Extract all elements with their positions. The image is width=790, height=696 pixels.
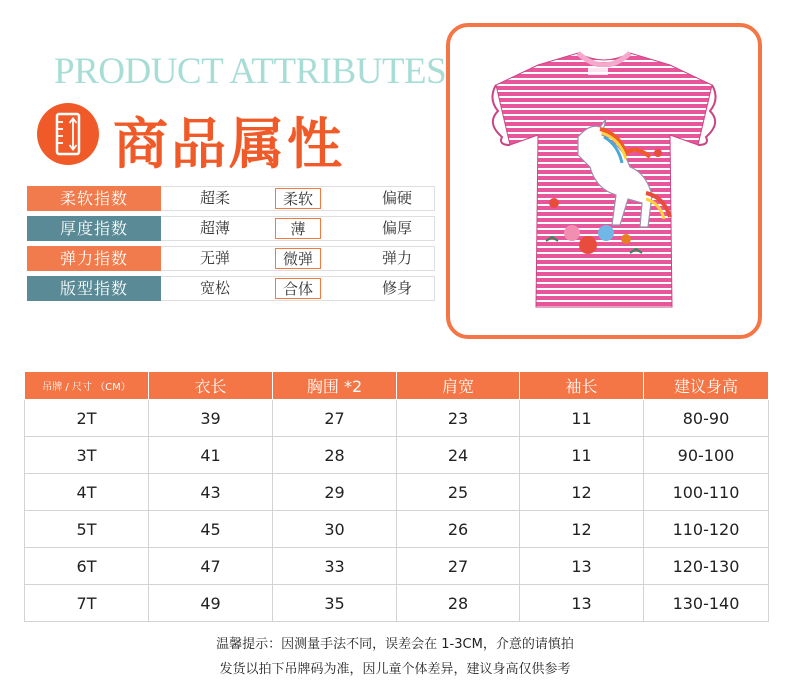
table-row — [25, 474, 769, 511]
table-cell: 41 — [149, 437, 273, 474]
shipping-note: 发货以拍下吊牌码为准，因儿童个体差异，建议身高仅供参考 — [219, 662, 571, 677]
attribute-option: 超薄 — [199, 219, 230, 237]
column-header: 衣长 — [149, 372, 273, 400]
table-cell: 3T — [25, 437, 149, 474]
attribute-option: 无弹 — [199, 249, 230, 267]
table-cell: 28 — [273, 437, 397, 474]
attribute-option: 修身 — [381, 279, 412, 297]
table-cell: 30 — [273, 511, 397, 548]
product-photo — [446, 23, 762, 339]
table-cell: 120-130 — [644, 548, 769, 585]
table-cell: 11 — [520, 437, 644, 474]
table-cell: 13 — [520, 585, 644, 622]
table-cell: 130-140 — [644, 585, 769, 622]
attribute-option: 弹力 — [381, 249, 412, 267]
table-cell: 25 — [397, 474, 520, 511]
table-header-row — [25, 372, 769, 400]
table-cell: 110-120 — [644, 511, 769, 548]
attribute-option-selected: 合体 — [275, 278, 321, 299]
table-cell: 23 — [397, 400, 520, 437]
table-cell: 29 — [273, 474, 397, 511]
attribute-option: 超柔 — [199, 189, 230, 207]
attribute-row-softness — [27, 186, 435, 211]
table-cell: 33 — [273, 548, 397, 585]
table-cell: 13 — [520, 548, 644, 585]
attribute-option-selected: 柔软 — [275, 188, 321, 209]
table-cell: 2T — [25, 400, 149, 437]
table-cell: 47 — [149, 548, 273, 585]
column-header: 吊牌 / 尺寸 （CM） — [25, 372, 149, 400]
table-cell: 24 — [397, 437, 520, 474]
table-cell: 4T — [25, 474, 149, 511]
table-cell: 35 — [273, 585, 397, 622]
page-title-cn: 商品属性 — [113, 112, 346, 176]
tshirt-illustration — [450, 27, 758, 335]
table-cell: 43 — [149, 474, 273, 511]
column-header: 胸围 *2 — [273, 372, 397, 400]
table-row — [25, 511, 769, 548]
column-header: 肩宽 — [397, 372, 520, 400]
table-cell: 100-110 — [644, 474, 769, 511]
attribute-option: 偏硬 — [381, 189, 412, 207]
table-cell: 28 — [397, 585, 520, 622]
measurement-note: 温馨提示：因测量手法不同，误差会在 1-3CM，介意的请慎拍 — [216, 637, 574, 652]
table-cell: 80-90 — [644, 400, 769, 437]
attribute-row-thickness — [27, 216, 435, 241]
column-header: 袖长 — [520, 372, 644, 400]
column-header: 建议身高 — [644, 372, 769, 400]
attribute-row-elasticity — [27, 246, 435, 271]
page-title-en: PRODUCT ATTRIBUTES — [54, 51, 447, 92]
attribute-option: 宽松 — [199, 279, 230, 297]
attribute-label: 弹力指数 — [27, 246, 161, 271]
table-cell: 90-100 — [644, 437, 769, 474]
table-row — [25, 585, 769, 622]
attribute-label: 厚度指数 — [27, 216, 161, 241]
table-cell: 27 — [397, 548, 520, 585]
attribute-option-selected: 微弹 — [275, 248, 321, 269]
attribute-option-selected: 薄 — [275, 218, 321, 239]
table-cell: 12 — [520, 474, 644, 511]
attribute-option: 偏厚 — [381, 219, 412, 237]
table-row — [25, 548, 769, 585]
size-chart-table — [24, 371, 769, 622]
table-row — [25, 400, 769, 437]
table-cell: 45 — [149, 511, 273, 548]
ruler-icon — [37, 103, 99, 165]
attribute-label: 柔软指数 — [27, 186, 161, 211]
table-cell: 27 — [273, 400, 397, 437]
table-cell: 49 — [149, 585, 273, 622]
table-cell: 12 — [520, 511, 644, 548]
table-cell: 6T — [25, 548, 149, 585]
attribute-label: 版型指数 — [27, 276, 161, 301]
table-cell: 5T — [25, 511, 149, 548]
table-row — [25, 437, 769, 474]
table-cell: 39 — [149, 400, 273, 437]
attribute-row-fit — [27, 276, 435, 301]
table-cell: 7T — [25, 585, 149, 622]
table-cell: 26 — [397, 511, 520, 548]
table-cell: 11 — [520, 400, 644, 437]
